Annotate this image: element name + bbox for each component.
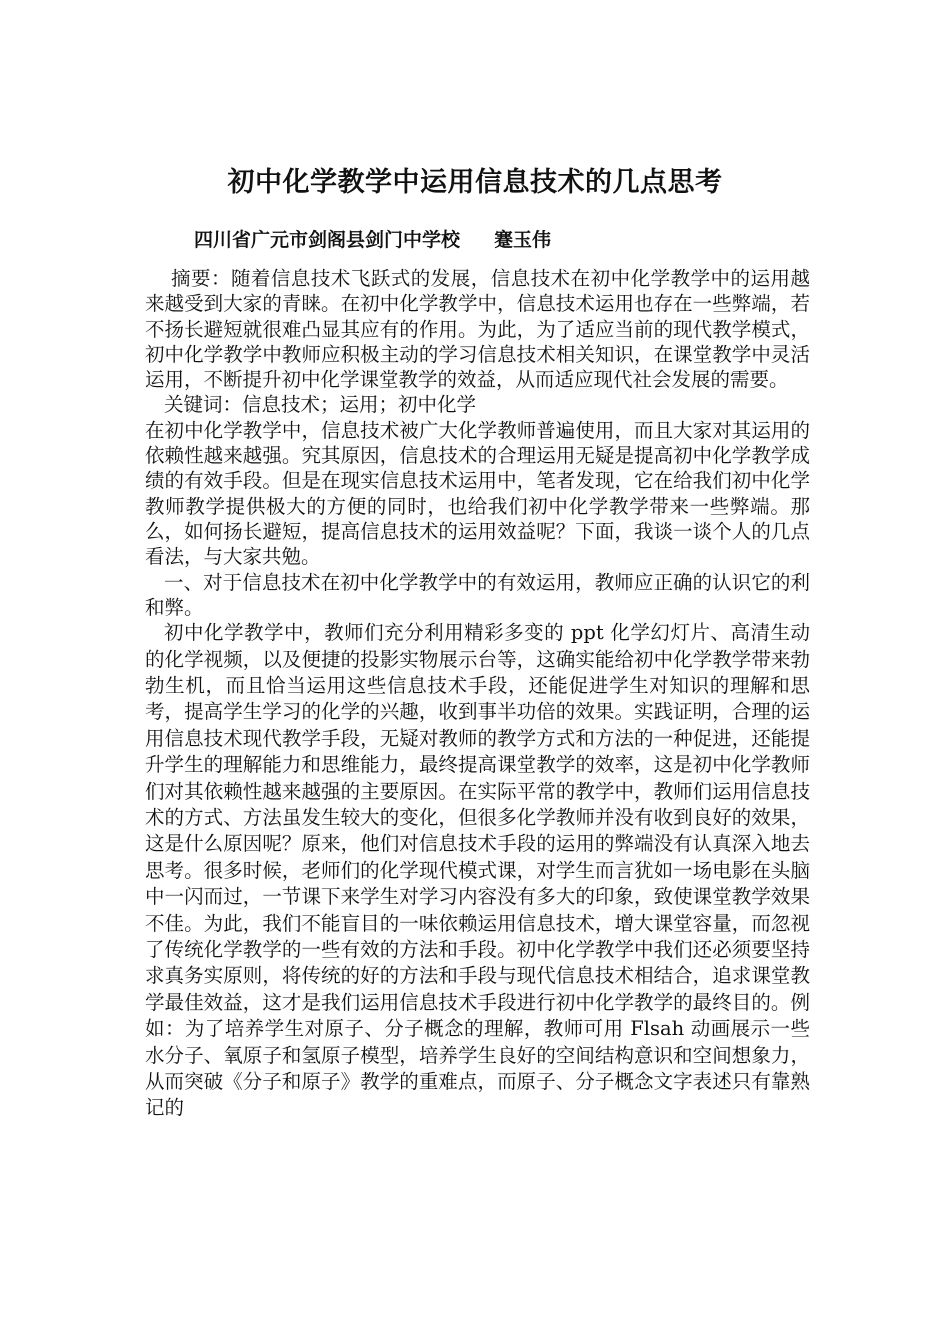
author-name: 蹇玉伟	[494, 229, 552, 251]
abstract-paragraph: 摘要：随着信息技术飞跃式的发展，信息技术在初中化学教学中的运用越来越受到大家的青睐。在初中化学教学中，信息技术运用也存在一些弊端，若不扬长避短就很难凸显其应有的作用。为此，为了适应当前的现代教学模式，初中化学教学中教师应积极主动的学习信息技术相关知识，在课堂教学中灵活运用，不断提升初中化学课堂教学的效益，从而适应现代社会发展的需要。	[145, 267, 810, 392]
intro-paragraph: 在初中化学教学中，信息技术被广大化学教师普遍使用，而且大家对其运用的依赖性越来越强。究其原因，信息技术的合理运用无疑是提高初中化学教学成绩的有效手段。但是在现实信息技术运用中，笔者发现，它在给我们初中化学教师教学提供极大的方便的同时，也给我们初中化学教学带来一些弊端。那么，如何扬长避短，提高信息技术的运用效益呢？下面，我谈一谈个人的几点看法，与大家共勉。	[145, 418, 810, 569]
byline	[194, 225, 551, 252]
section-paragraph: 初中化学教学中，教师们充分利用精彩多变的 ppt 化学幻灯片、高清生动的化学视频，以及便捷的投影实物展示台等，这确实能给初中化学教学带来勃勃生机，而且恰当运用这些信息技术手段，还能促进学生对知识的理解和思考，提高学生学习的化学的兴趣，收到事半功倍的效果。实践证明，合理的运用信息技术现代教学手段，无疑对教师的教学方式和方法的一种促进，还能提升学生的理解能力和思维能力，最终提高课堂教学的效率，这是初中化学教师们对其依赖性越来越强的主要原因。在实际平常的教学中，教师们运用信息技术的方式、方法虽发生较大的变化，但很多化学教师并没有收到良好的效果，这是什么原因呢？原来，他们对信息技术手段的运用的弊端没有认真深入地去思考。很多时候，老师们的化学现代模式课，对学生而言犹如一场电影在头脑中一闪而过，一节课下来学生对学习内容没有多大的印象，致使课堂教学效果不佳。为此，我们不能盲目的一味依赖运用信息技术，增大课堂容量，而忽视了传统化学教学的一些有效的方法和手段。初中化学教学中我们还必须要坚持求真务实原则，将传统的好的方法和手段与现代信息技术相结合，追求课堂教学最佳效益，这才是我们运用信息技术手段进行初中化学教学的最终目的。例如：为了培养学生对原子、分子概念的理解，教师可用 Flsah 动画展示一些水分子、氧原子和氢原子模型，培养学生良好的空间结构意识和空间想象力，从而突破《分子和原子》教学的重难点，而原子、分子概念文字表述只有靠熟记的	[145, 621, 810, 1120]
document-title: 初中化学教学中运用信息技术的几点思考	[227, 167, 723, 198]
section-heading: 一、对于信息技术在初中化学教学中的有效运用，教师应正确的认识它的利和弊。	[145, 570, 810, 619]
school-name: 四川省广元市剑阁县剑门中学校	[194, 229, 461, 251]
document-body	[145, 266, 810, 1122]
keywords-line: 关键词：信息技术；运用；初中化学	[164, 393, 477, 417]
